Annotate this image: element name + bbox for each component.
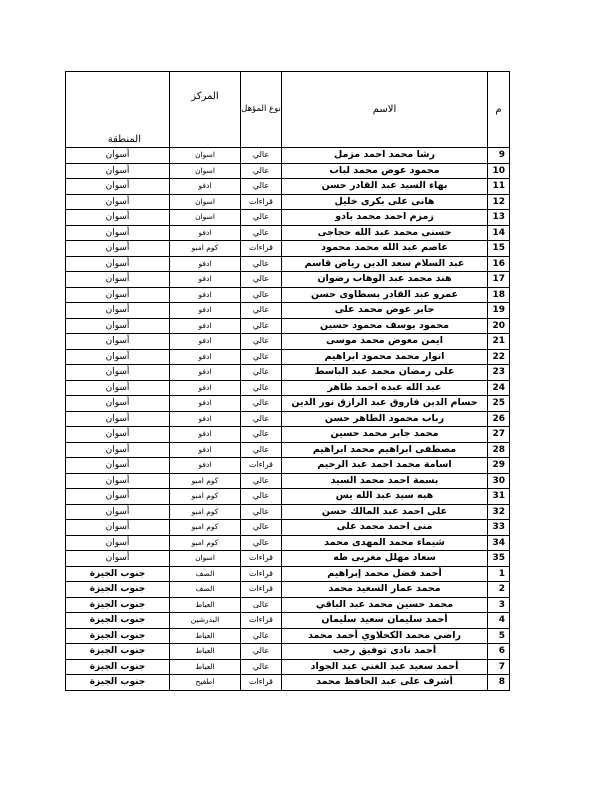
row-center: ادفو — [170, 303, 241, 319]
row-region: أسوان — [66, 179, 170, 195]
row-region: جنوب الجيزة — [66, 566, 170, 582]
row-num: 21 — [488, 334, 510, 350]
table-row — [66, 334, 510, 350]
row-center: ادفو — [170, 427, 241, 443]
row-qual-type: عالي — [241, 396, 282, 412]
table-row — [66, 659, 510, 675]
row-region: أسوان — [66, 349, 170, 365]
row-region: أسوان — [66, 551, 170, 567]
row-center: ادفو — [170, 318, 241, 334]
header-center: المركز — [170, 72, 241, 148]
header-region: المنطقة — [66, 72, 170, 148]
row-name: محمد جابر محمد حسين — [282, 427, 488, 443]
table-row — [66, 551, 510, 567]
row-region: أسوان — [66, 489, 170, 505]
row-region: أسوان — [66, 241, 170, 257]
row-name: زمزم احمد محمد بادو — [282, 210, 488, 226]
row-num: 1 — [488, 566, 510, 582]
table-row — [66, 225, 510, 241]
row-qual-type: قراءات — [241, 613, 282, 629]
table-row — [66, 256, 510, 272]
row-num: 18 — [488, 287, 510, 303]
row-qual-type: عالي — [241, 473, 282, 489]
table-header — [66, 72, 510, 148]
row-region: جنوب الجيزة — [66, 628, 170, 644]
row-name: أحمد سعيد عبد الغني عبد الجواد — [282, 659, 488, 675]
row-region: أسوان — [66, 225, 170, 241]
row-center: ادفو — [170, 458, 241, 474]
table-row — [66, 489, 510, 505]
row-qual-type: قراءات — [241, 675, 282, 691]
row-qual-type: عالي — [241, 349, 282, 365]
row-center: كوم امبو — [170, 489, 241, 505]
table-row — [66, 458, 510, 474]
row-center: ادفو — [170, 256, 241, 272]
row-center: كوم امبو — [170, 241, 241, 257]
row-name: محمد عمار السعيد محمد — [282, 582, 488, 598]
row-region: أسوان — [66, 520, 170, 536]
row-center: ادفو — [170, 365, 241, 381]
row-qual-type: عالي — [241, 148, 282, 164]
row-num: 27 — [488, 427, 510, 443]
row-num: 3 — [488, 597, 510, 613]
row-qual-type: عالي — [241, 504, 282, 520]
row-region: أسوان — [66, 442, 170, 458]
row-qual-type: عالي — [241, 365, 282, 381]
table-row — [66, 241, 510, 257]
row-center: اسوان — [170, 194, 241, 210]
row-num: 15 — [488, 241, 510, 257]
row-name: أحمد سليمان سعيد سليمان — [282, 613, 488, 629]
table-row — [66, 613, 510, 629]
row-region: أسوان — [66, 504, 170, 520]
row-num: 6 — [488, 644, 510, 660]
row-name: أحمد نادى توفيق رجب — [282, 644, 488, 660]
row-num: 25 — [488, 396, 510, 412]
row-region: أسوان — [66, 256, 170, 272]
table-row — [66, 349, 510, 365]
row-name: أحمد فضل محمد إبراهيم — [282, 566, 488, 582]
row-center: اسوان — [170, 551, 241, 567]
row-name: عمرو عبد القادر بسطاوى حسن — [282, 287, 488, 303]
row-region: جنوب الجيزة — [66, 597, 170, 613]
row-qual-type: عالي — [241, 287, 282, 303]
table-row — [66, 566, 510, 582]
table-row — [66, 365, 510, 381]
row-num: 13 — [488, 210, 510, 226]
row-center: ادفو — [170, 380, 241, 396]
table-row — [66, 396, 510, 412]
row-center: ادفو — [170, 349, 241, 365]
row-name: شيماء محمد المهدى محمد — [282, 535, 488, 551]
row-name: سعاد مهلل مغربى طه — [282, 551, 488, 567]
row-name: عبد السلام سعد الدين رياض قاسم — [282, 256, 488, 272]
row-num: 2 — [488, 582, 510, 598]
table-row — [66, 210, 510, 226]
row-qual-type: عالي — [241, 179, 282, 195]
row-region: أسوان — [66, 411, 170, 427]
header-num: م — [488, 72, 510, 148]
row-center: البدرشين — [170, 613, 241, 629]
row-num: 16 — [488, 256, 510, 272]
row-center: كوم امبو — [170, 535, 241, 551]
table-row — [66, 597, 510, 613]
table-row — [66, 303, 510, 319]
row-center: ادفو — [170, 411, 241, 427]
row-name: ايمن معوض محمد موسى — [282, 334, 488, 350]
row-name: على رمضان محمد عبد الباسط — [282, 365, 488, 381]
table-row — [66, 628, 510, 644]
row-name: محمود يوسف محمود حسين — [282, 318, 488, 334]
row-qual-type: عالي — [241, 427, 282, 443]
row-region: أسوان — [66, 334, 170, 350]
row-center: العياط — [170, 597, 241, 613]
row-num: 31 — [488, 489, 510, 505]
row-qual-type: قراءات — [241, 194, 282, 210]
row-num: 8 — [488, 675, 510, 691]
row-name: انوار محمد محمود ابراهيم — [282, 349, 488, 365]
row-center: العياط — [170, 659, 241, 675]
row-region: أسوان — [66, 303, 170, 319]
row-num: 32 — [488, 504, 510, 520]
row-num: 35 — [488, 551, 510, 567]
row-center: الصف — [170, 582, 241, 598]
row-center: اطفيح — [170, 675, 241, 691]
row-qual-type: قراءات — [241, 241, 282, 257]
row-center: ادفو — [170, 272, 241, 288]
row-center: الصف — [170, 566, 241, 582]
table-row — [66, 163, 510, 179]
row-num: 12 — [488, 194, 510, 210]
row-region: أسوان — [66, 287, 170, 303]
row-name: حسنى محمد عبد الله حجاجى — [282, 225, 488, 241]
row-num: 28 — [488, 442, 510, 458]
table-row — [66, 194, 510, 210]
row-region: أسوان — [66, 194, 170, 210]
row-name: رباب محمود الطاهر حسن — [282, 411, 488, 427]
row-name: بهاء السيد عبد القادر حسن — [282, 179, 488, 195]
header-name: الاسم — [282, 72, 488, 148]
row-qual-type: عالي — [241, 644, 282, 660]
row-name: منى احمد محمد على — [282, 520, 488, 536]
row-num: 20 — [488, 318, 510, 334]
row-num: 9 — [488, 148, 510, 164]
row-name: اسامة محمد احمد عبد الرحيم — [282, 458, 488, 474]
row-center: ادفو — [170, 225, 241, 241]
row-num: 14 — [488, 225, 510, 241]
row-region: أسوان — [66, 473, 170, 489]
table-row — [66, 411, 510, 427]
row-qual-type: عالي — [241, 411, 282, 427]
table-row — [66, 473, 510, 489]
row-region: جنوب الجيزة — [66, 675, 170, 691]
row-center: اسوان — [170, 163, 241, 179]
row-center: ادفو — [170, 442, 241, 458]
row-num: 10 — [488, 163, 510, 179]
row-region: أسوان — [66, 272, 170, 288]
row-qual-type: عالي — [241, 489, 282, 505]
row-name: أشرف على عبد الحافظ محمد — [282, 675, 488, 691]
table-row — [66, 582, 510, 598]
row-num: 5 — [488, 628, 510, 644]
table-body — [66, 148, 510, 691]
row-qual-type: عالي — [241, 520, 282, 536]
row-region: أسوان — [66, 148, 170, 164]
row-num: 30 — [488, 473, 510, 489]
row-qual-type: عالي — [241, 380, 282, 396]
row-region: أسوان — [66, 210, 170, 226]
row-region: جنوب الجيزة — [66, 644, 170, 660]
row-qual-type: عالي — [241, 225, 282, 241]
row-name: محمد حسين محمد عبد الباقي — [282, 597, 488, 613]
row-name: هند محمد عبد الوهاب رضوان — [282, 272, 488, 288]
row-center: كوم امبو — [170, 473, 241, 489]
row-qual-type: قراءات — [241, 582, 282, 598]
row-region: أسوان — [66, 365, 170, 381]
row-name: حسام الدين فاروق عبد الرازق نور الدين — [282, 396, 488, 412]
row-num: 26 — [488, 411, 510, 427]
row-center: ادفو — [170, 334, 241, 350]
row-qual-type: عالي — [241, 442, 282, 458]
row-center: اسوان — [170, 210, 241, 226]
row-qual-type: عالي — [241, 334, 282, 350]
row-qual-type: عالى — [241, 597, 282, 613]
row-region: أسوان — [66, 427, 170, 443]
row-name: على احمد عبد المالك حسن — [282, 504, 488, 520]
table-row — [66, 179, 510, 195]
row-qual-type: عالي — [241, 303, 282, 319]
row-num: 4 — [488, 613, 510, 629]
row-region: أسوان — [66, 318, 170, 334]
row-region: جنوب الجيزة — [66, 613, 170, 629]
row-center: ادفو — [170, 179, 241, 195]
row-name: رشا محمد احمد مزمل — [282, 148, 488, 164]
row-qual-type: قراءات — [241, 551, 282, 567]
row-center: كوم امبو — [170, 520, 241, 536]
header-qual-type: نوع المؤهل — [241, 72, 282, 148]
table-row — [66, 675, 510, 691]
row-center: ادفو — [170, 396, 241, 412]
table-row — [66, 380, 510, 396]
row-name: عاصم عبد الله محمد محمود — [282, 241, 488, 257]
row-region: أسوان — [66, 535, 170, 551]
row-qual-type: عالي — [241, 628, 282, 644]
table-row — [66, 535, 510, 551]
table-row — [66, 148, 510, 164]
row-region: أسوان — [66, 380, 170, 396]
row-num: 11 — [488, 179, 510, 195]
row-qual-type: عالي — [241, 318, 282, 334]
row-name: هانى على بكرى خليل — [282, 194, 488, 210]
row-center: اسوان — [170, 148, 241, 164]
row-region: أسوان — [66, 458, 170, 474]
table-row — [66, 644, 510, 660]
row-name: محمود عوض محمد لباب — [282, 163, 488, 179]
table-row — [66, 272, 510, 288]
table-row — [66, 318, 510, 334]
row-name: جابر عوض محمد على — [282, 303, 488, 319]
table-row — [66, 427, 510, 443]
records-table — [65, 71, 510, 691]
row-qual-type: عالي — [241, 272, 282, 288]
row-region: أسوان — [66, 396, 170, 412]
row-qual-type: عالي — [241, 163, 282, 179]
row-center: كوم امبو — [170, 504, 241, 520]
row-num: 34 — [488, 535, 510, 551]
row-name: راضي محمد الكحلاوي أحمد محمد — [282, 628, 488, 644]
table-row — [66, 442, 510, 458]
row-num: 19 — [488, 303, 510, 319]
table-row — [66, 287, 510, 303]
row-qual-type: عالي — [241, 535, 282, 551]
row-qual-type: عالي — [241, 210, 282, 226]
row-num: 29 — [488, 458, 510, 474]
row-center: العياط — [170, 628, 241, 644]
row-center: ادفو — [170, 287, 241, 303]
row-region: جنوب الجيزة — [66, 659, 170, 675]
row-num: 22 — [488, 349, 510, 365]
row-name: مصطفى ابراهيم محمد ابراهيم — [282, 442, 488, 458]
row-num: 7 — [488, 659, 510, 675]
row-name: بسمة احمد محمد السيد — [282, 473, 488, 489]
row-num: 17 — [488, 272, 510, 288]
row-qual-type: قراءات — [241, 566, 282, 582]
row-region: أسوان — [66, 163, 170, 179]
row-num: 24 — [488, 380, 510, 396]
row-name: عبد الله عبده احمد طاهر — [282, 380, 488, 396]
row-center: العياط — [170, 644, 241, 660]
row-num: 23 — [488, 365, 510, 381]
row-qual-type: قراءات — [241, 458, 282, 474]
row-qual-type: عالي — [241, 659, 282, 675]
row-region: جنوب الجيزة — [66, 582, 170, 598]
row-qual-type: عالي — [241, 256, 282, 272]
table-row — [66, 504, 510, 520]
table-row — [66, 520, 510, 536]
row-name: هبه سيد عبد الله يس — [282, 489, 488, 505]
header-row — [66, 72, 510, 148]
row-num: 33 — [488, 520, 510, 536]
